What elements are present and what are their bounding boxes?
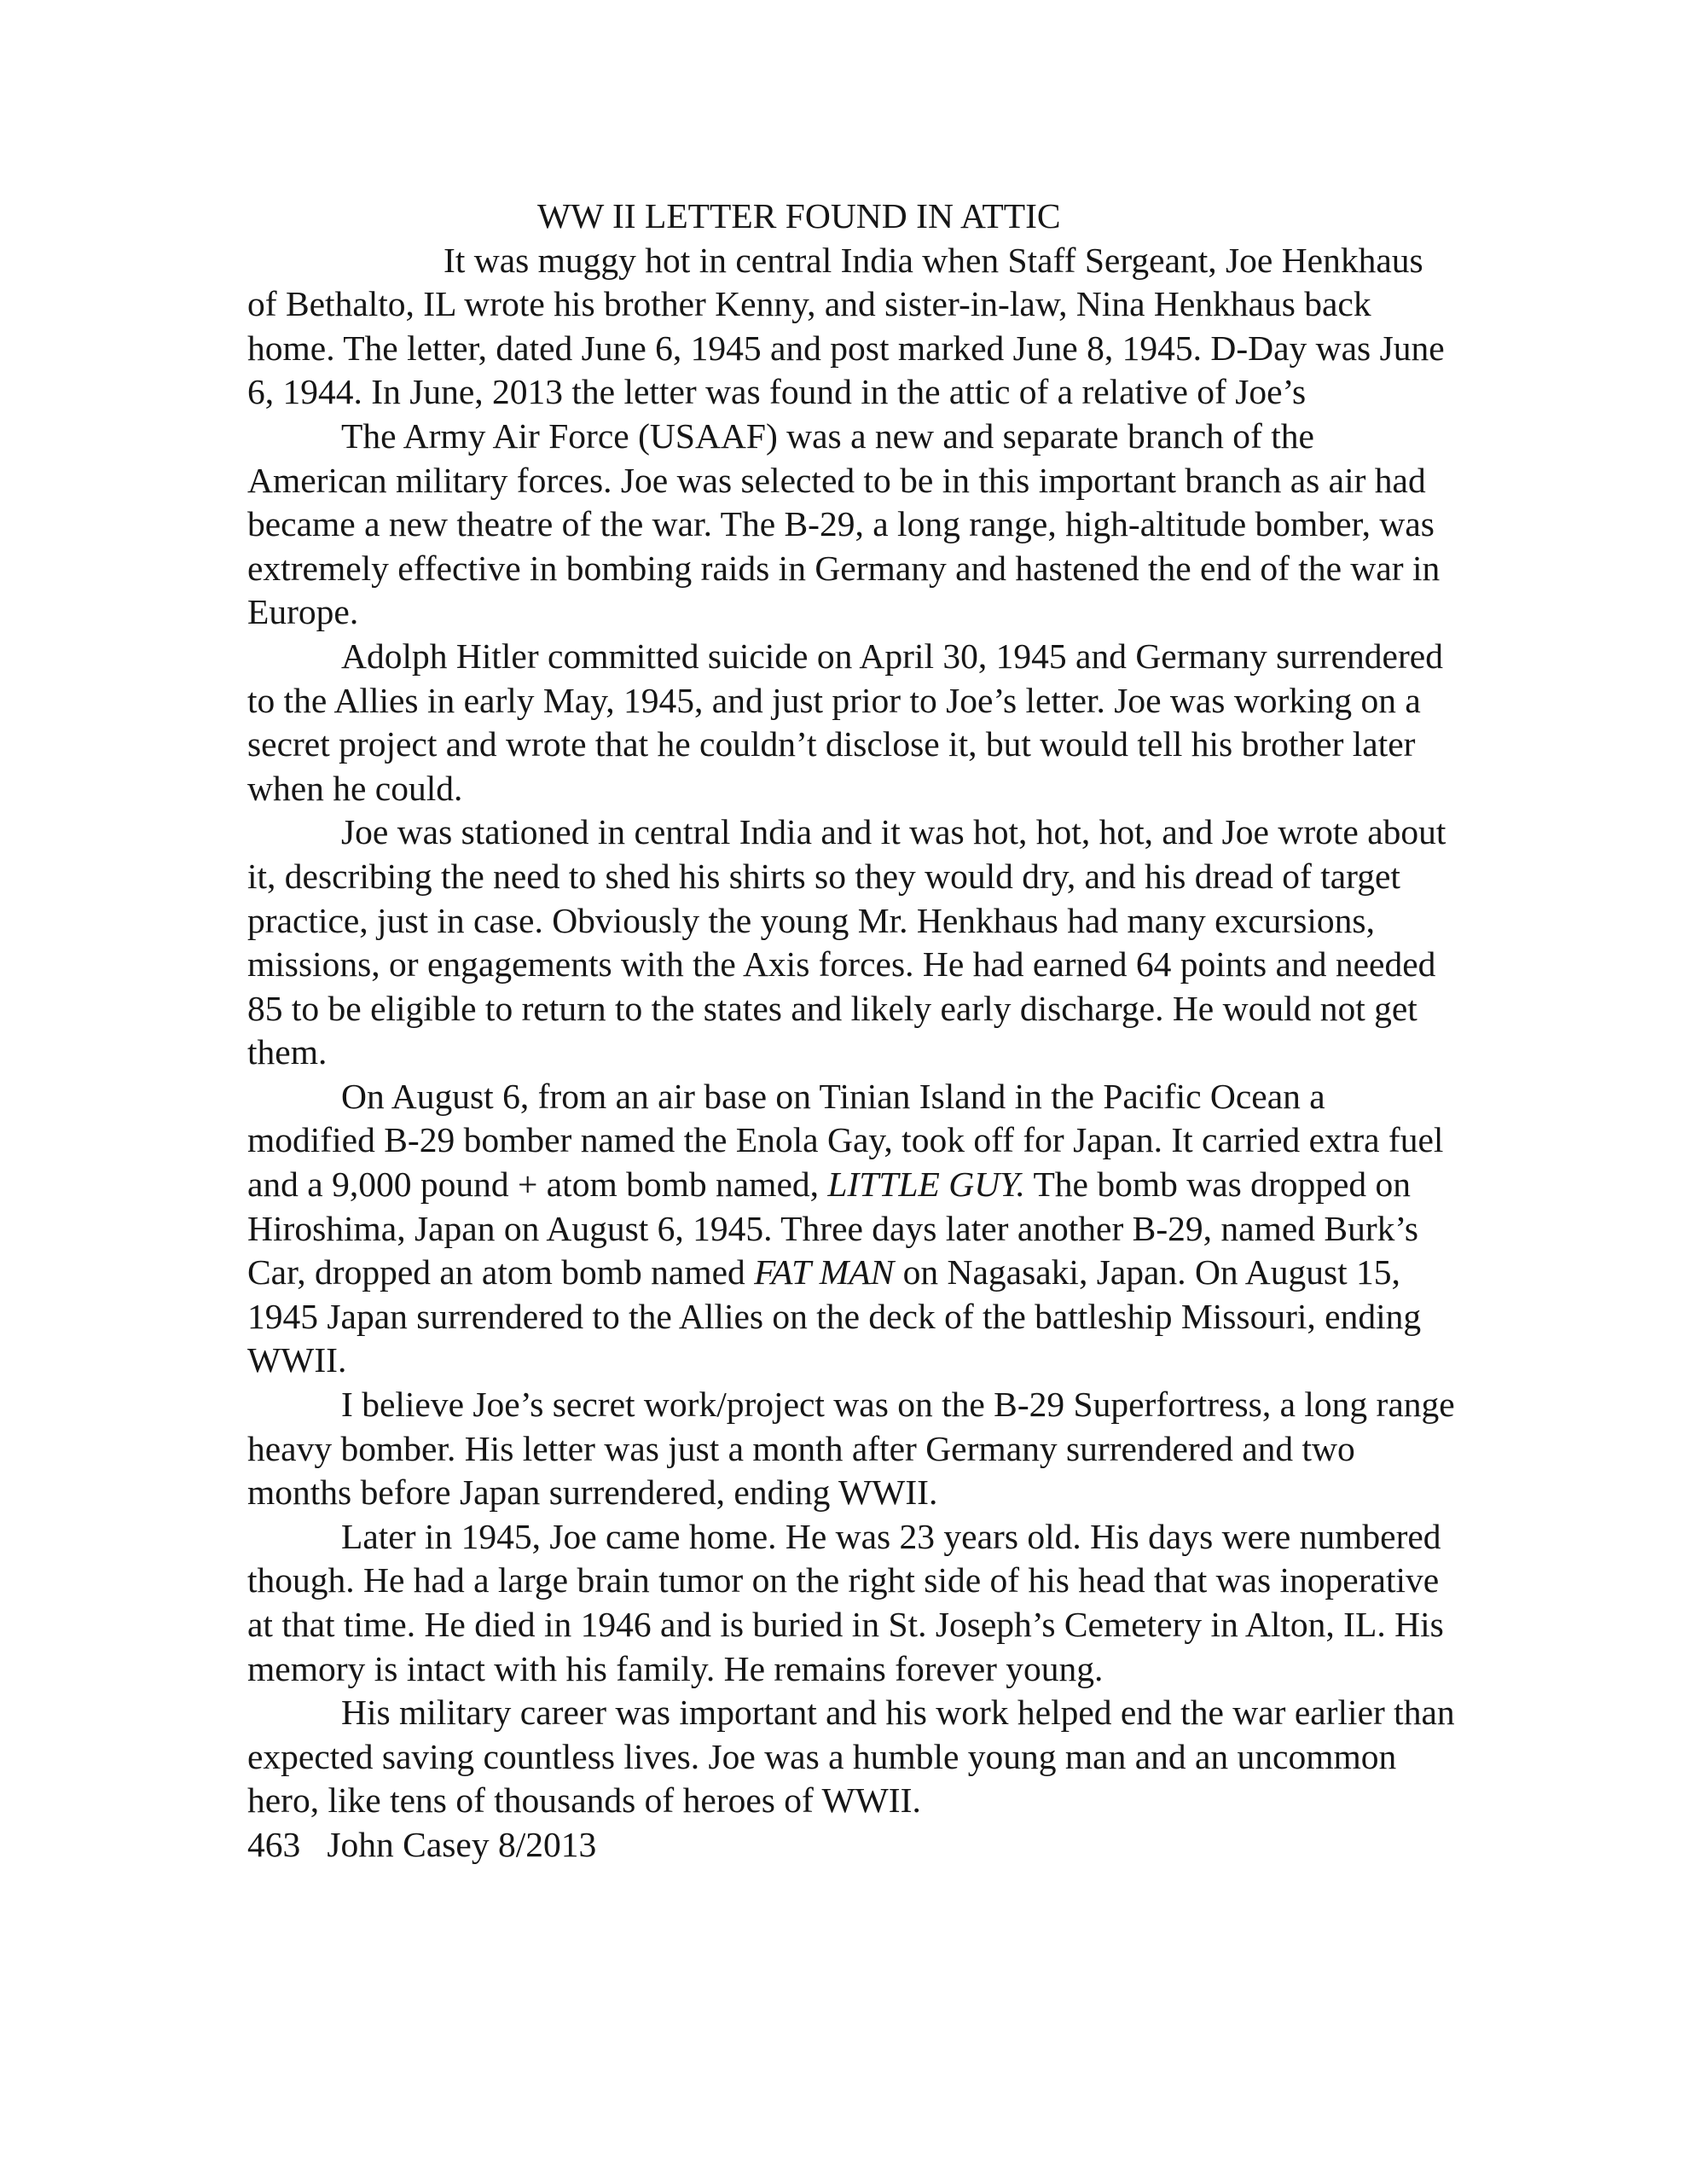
- paragraph-atom-bombs-part-e: on Nagasaki, Japan. On August 15, 1945 Japan surrendered to the Allies on the deck of the battleship Missouri, ending WWII.: [247, 1252, 1422, 1380]
- paragraph-secret-project: Adolph Hitler committed suicide on April 30, 1945 and Germany surrendered to the Allies in early May, 1945, and just prior to Joe’s letter. Joe was working on a secret project and wrote that he couldn’t disclose it, but would tell his brother later when he could.: [247, 636, 1443, 808]
- paragraph-atom-bombs-part-a: On August 6, from an air base on Tinian Island in the Pacific Ocean a modified B-29 bomber named the Enola Gay, took off for Japan. It carried extra fuel and a 9,000 pound + atom bomb named,: [247, 1076, 1444, 1205]
- paragraph-atom-bombs: [247, 1075, 1458, 1383]
- paragraph-legacy: His military career was important and his work helped end the war earlier than expected saving countless lives. Joe was a humble young man and an uncommon hero, like tens of thousands of heroes of WWII.: [247, 1693, 1455, 1821]
- paragraph-india-heat: Joe was stationed in central India and it was hot, hot, hot, and Joe wrote about it, describing the need to shed his shirts so they would dry, and his dread of target practice, just in case. Obviously the young Mr. Henkhaus had many excursions, missions, or engagements with the Axis forces. He had earned 64 points and needed 85 to be eligible to return to the states and likely early discharge. He would not get them.: [247, 812, 1446, 1072]
- document-title: WW II LETTER FOUND IN ATTIC: [537, 196, 1061, 235]
- bomb-name-little-guy: LITTLE GUY.: [827, 1165, 1025, 1205]
- article-body: [247, 195, 1458, 1867]
- bomb-name-fat-man: FAT MAN: [754, 1252, 895, 1292]
- paragraph-atom-bombs-part-c: The bomb was dropped on Hiroshima, Japan on August 6, 1945. Three days later another B-29, named Burk’s Car, dropped an atom bomb named: [247, 1165, 1419, 1292]
- paragraph-army-air-force: The Army Air Force (USAAF) was a new and separate branch of the American military forces. Joe was selected to be in this important branch as air had became a new theatre of the war. The B-29, a long range, high-altitude bomber, was extremely effective in bombing raids in Germany and hastened the end of the war in Europe.: [247, 415, 1441, 632]
- paragraph-b29-belief: I believe Joe’s secret work/project was on the B-29 Superfortress, a long range heavy bomber. His letter was just a month after Germany surrendered and two months before Japan surrendered, ending WWII.: [247, 1385, 1455, 1513]
- paragraph-came-home: Later in 1945, Joe came home. He was 23 years old. His days were numbered though. He had a large brain tumor on the right side of his head that was inoperative at that time. He died in 1946 and is buried in St. Joseph’s Cemetery in Alton, IL. His memory is intact with his family. He remains forever young.: [247, 1516, 1444, 1688]
- signature-line: 463 John Casey 8/2013: [247, 1824, 597, 1864]
- paragraph-intro: It was muggy hot in central India when Staff Sergeant, Joe Henkhaus of Bethalto, IL wrote his brother Kenny, and sister-in-law, Nina Henkhaus back home. The letter, dated June 6, 1945 and post marked June 8, 1945. D-Day was June 6, 1944. In June, 2013 the letter was found in the attic of a relative of Joe’s: [247, 240, 1445, 412]
